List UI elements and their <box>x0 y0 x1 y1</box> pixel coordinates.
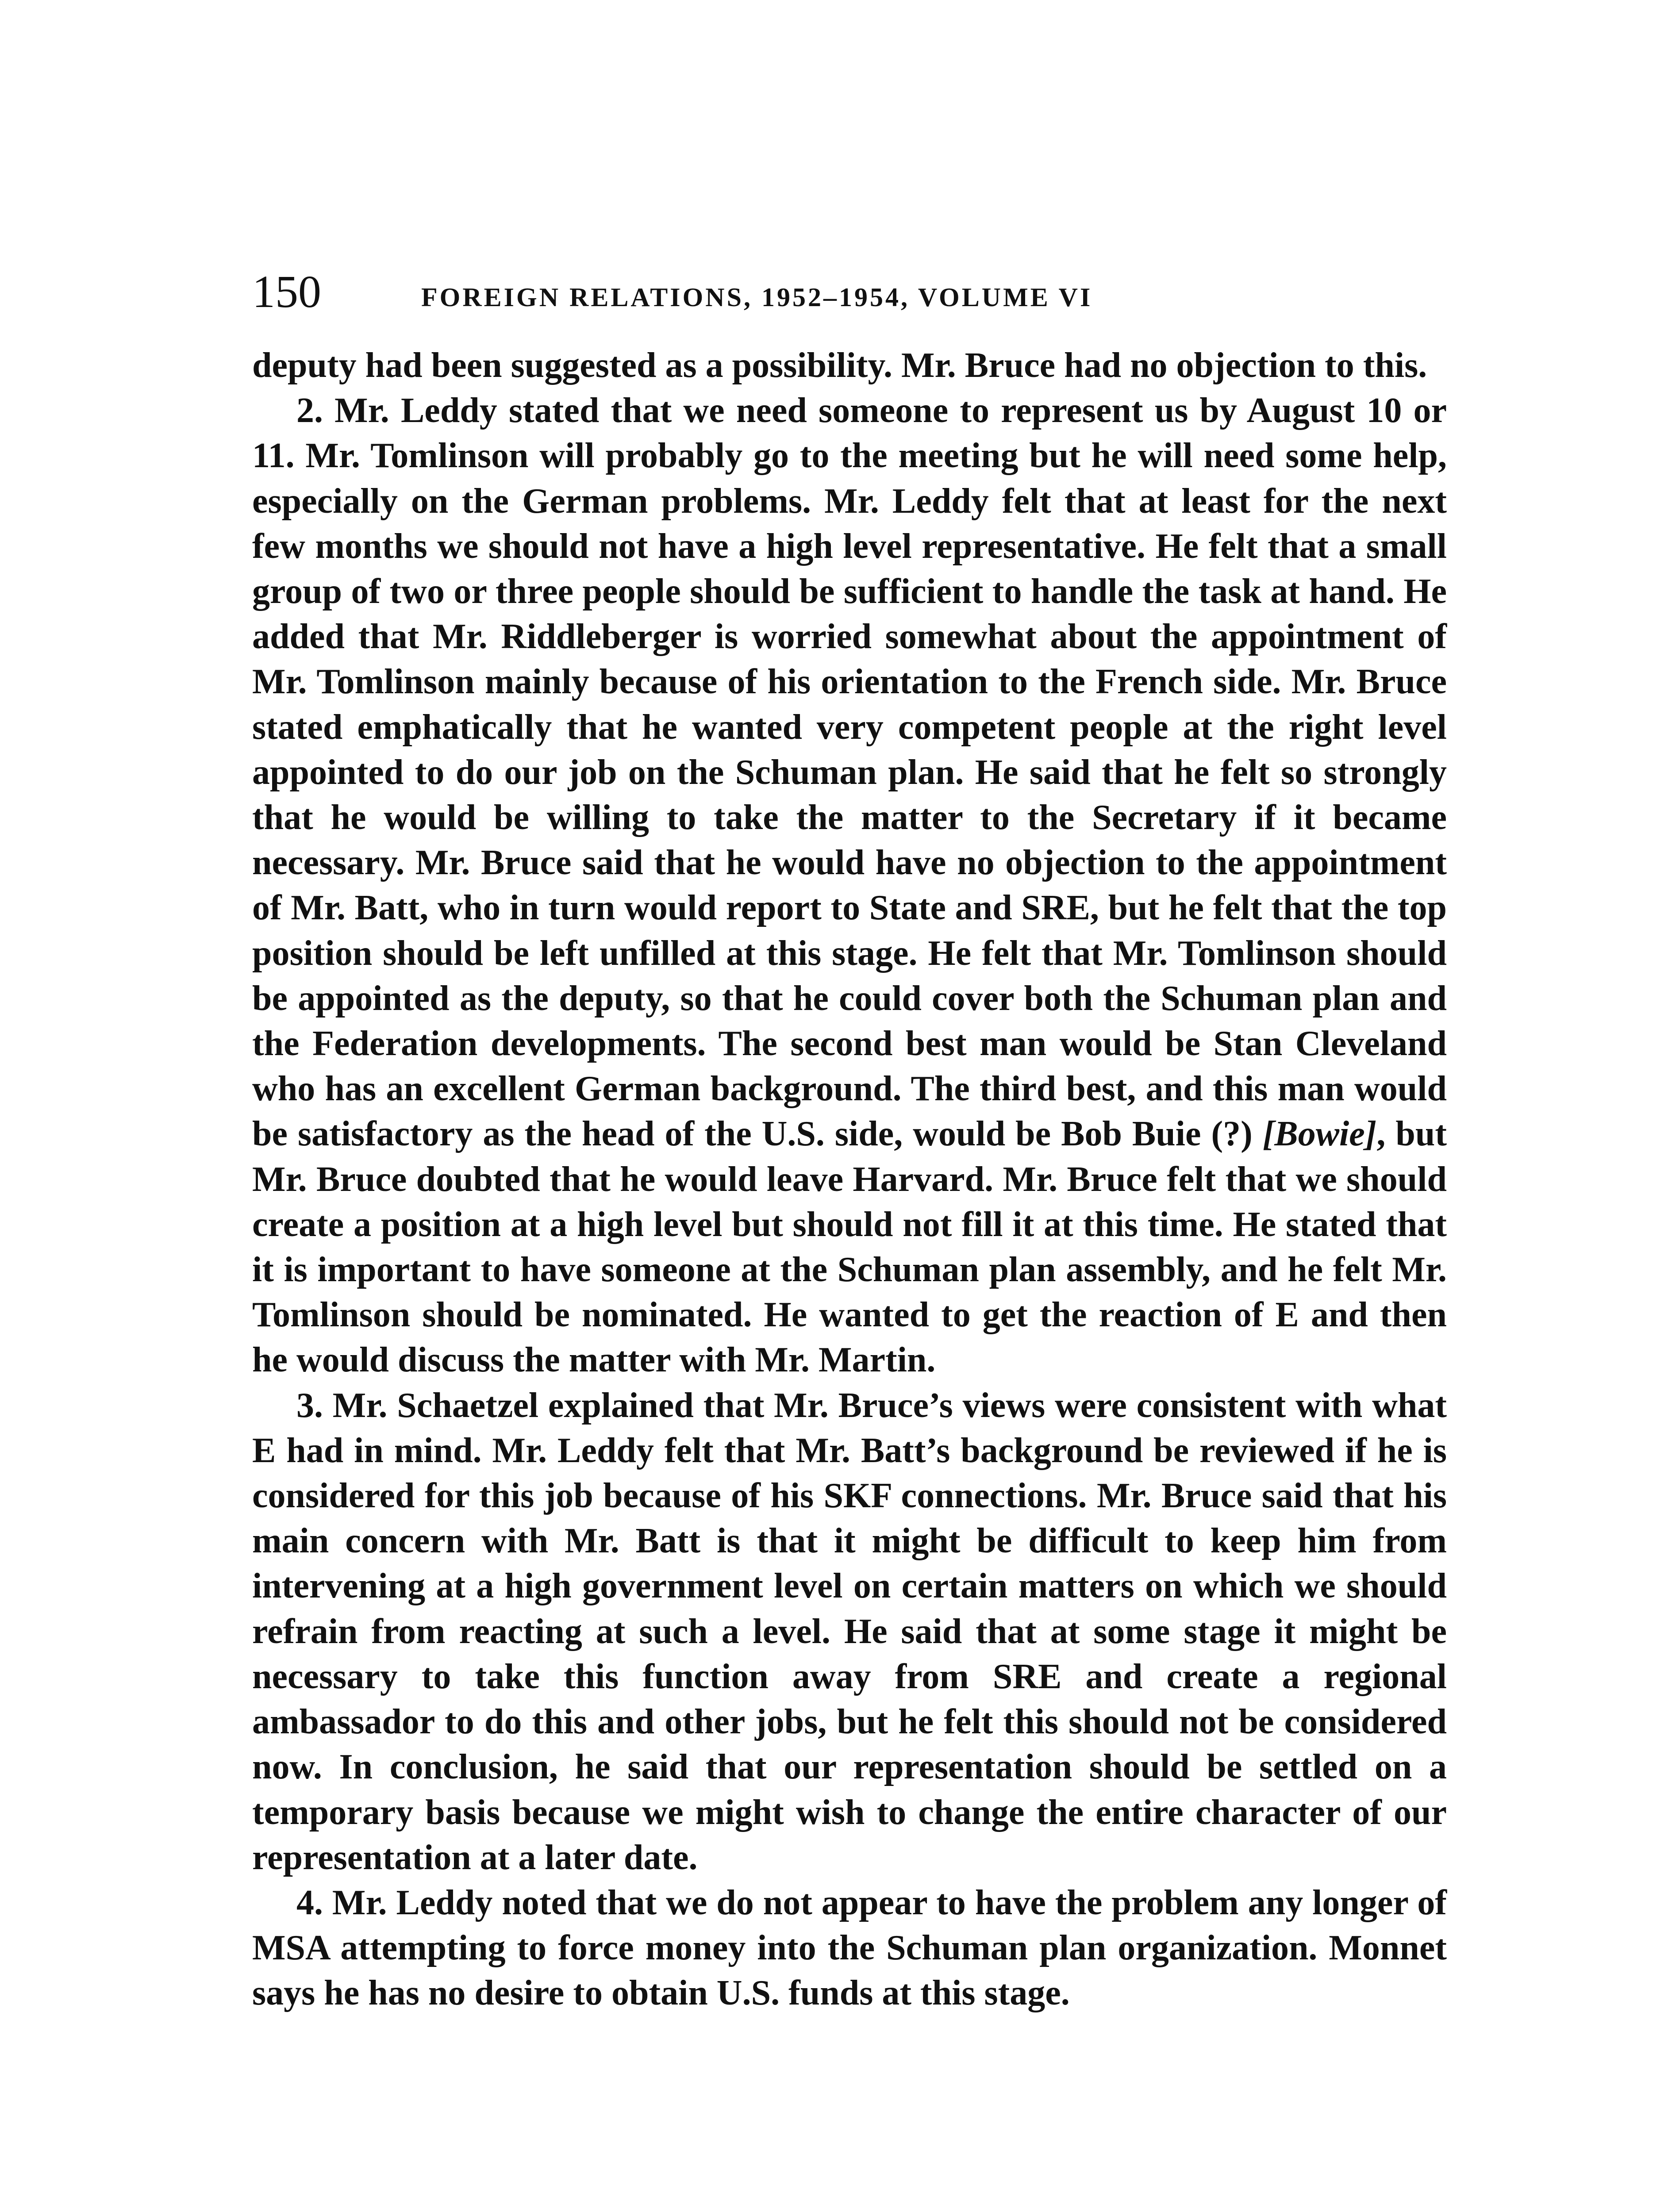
page-number: 150 <box>252 266 321 317</box>
paragraph-3 <box>252 1383 1447 1880</box>
body-text <box>252 343 1447 2016</box>
paragraph-4 <box>252 1880 1447 2016</box>
paragraph-continuation <box>252 343 1447 388</box>
page-header <box>252 265 1456 319</box>
running-title: FOREIGN RELATIONS, 1952–1954, VOLUME VI <box>421 283 1093 312</box>
paragraph-text: 3. Mr. Schaetzel explained that Mr. Bruce’s views were consistent with what E had in mind. Mr. Leddy felt that Mr. Batt’s background be reviewed if he is considered for this job because of his SKF connections. Mr. Bruce said that his main concern with Mr. Batt is that it might be difficult to keep him from intervening at a high government level on certain matters on which we should refrain from reacting at such a level. He said that at some stage it might be necessary to take this function away from SRE and create a regional ambassador to do this and other jobs, but he felt this should not be considered now. In conclusion, he said that our representation should be settled on a temporary basis because we might wish to change the entire character of our representation at a later date. <box>252 1386 1447 1877</box>
paragraph-text: 4. Mr. Leddy noted that we do not appear to have the problem any longer of MSA attempting to force money into the Schuman plan organization. Monnet says he has no desire to obtain U.S. funds at this stage. <box>252 1883 1447 2013</box>
paragraph-text-after: , but Mr. Bruce doubted that he would leave Harvard. Mr. Bruce felt that we should create a position at a high level but should not fill it at this time. He stated that it is important to have someone at the Schuman plan assembly, and he felt Mr. Tomlinson should be nominated. He wanted to get the reaction of E and then he would discuss the matter with Mr. Martin. <box>252 1114 1447 1380</box>
paragraph-text: 2. Mr. Leddy stated that we need someone to represent us by August 10 or 11. Mr. Tomlinson will probably go to the meeting but he will need some help, especially on the German problems. Mr. Leddy felt that at least for the next few months we should not have a high level representative. He felt that a small group of two or three people should be sufficient to handle the task at hand. He added that Mr. Riddleberger is worried somewhat about the appointment of Mr. Tomlinson mainly because of his orientation to the French side. Mr. Bruce stated emphatically that he wanted very competent people at the right level appointed to do our job on the Schuman plan. He said that he felt so strongly that he would be willing to take the matter to the Secretary if it became necessary. Mr. Bruce said that he would have no objection to the appointment of Mr. Batt, who in turn would report to State and SRE, but he felt that the top position should be left unfilled at this stage. He felt that Mr. Tomlinson should be appointed as the deputy, so that he could cover both the Schuman plan and the Federation developments. The second best man would be Stan Cleveland who has an excellent German background. The third best, and this man would be satisfactory as the head of the U.S. side, would be Bob Buie (?) <box>252 391 1447 1154</box>
paragraph-text: deputy had been suggested as a possibility. Mr. Bruce had no objection to this. <box>252 346 1427 385</box>
paragraph-2 <box>252 388 1447 1382</box>
editorial-insertion: [Bowie] <box>1262 1114 1377 1154</box>
